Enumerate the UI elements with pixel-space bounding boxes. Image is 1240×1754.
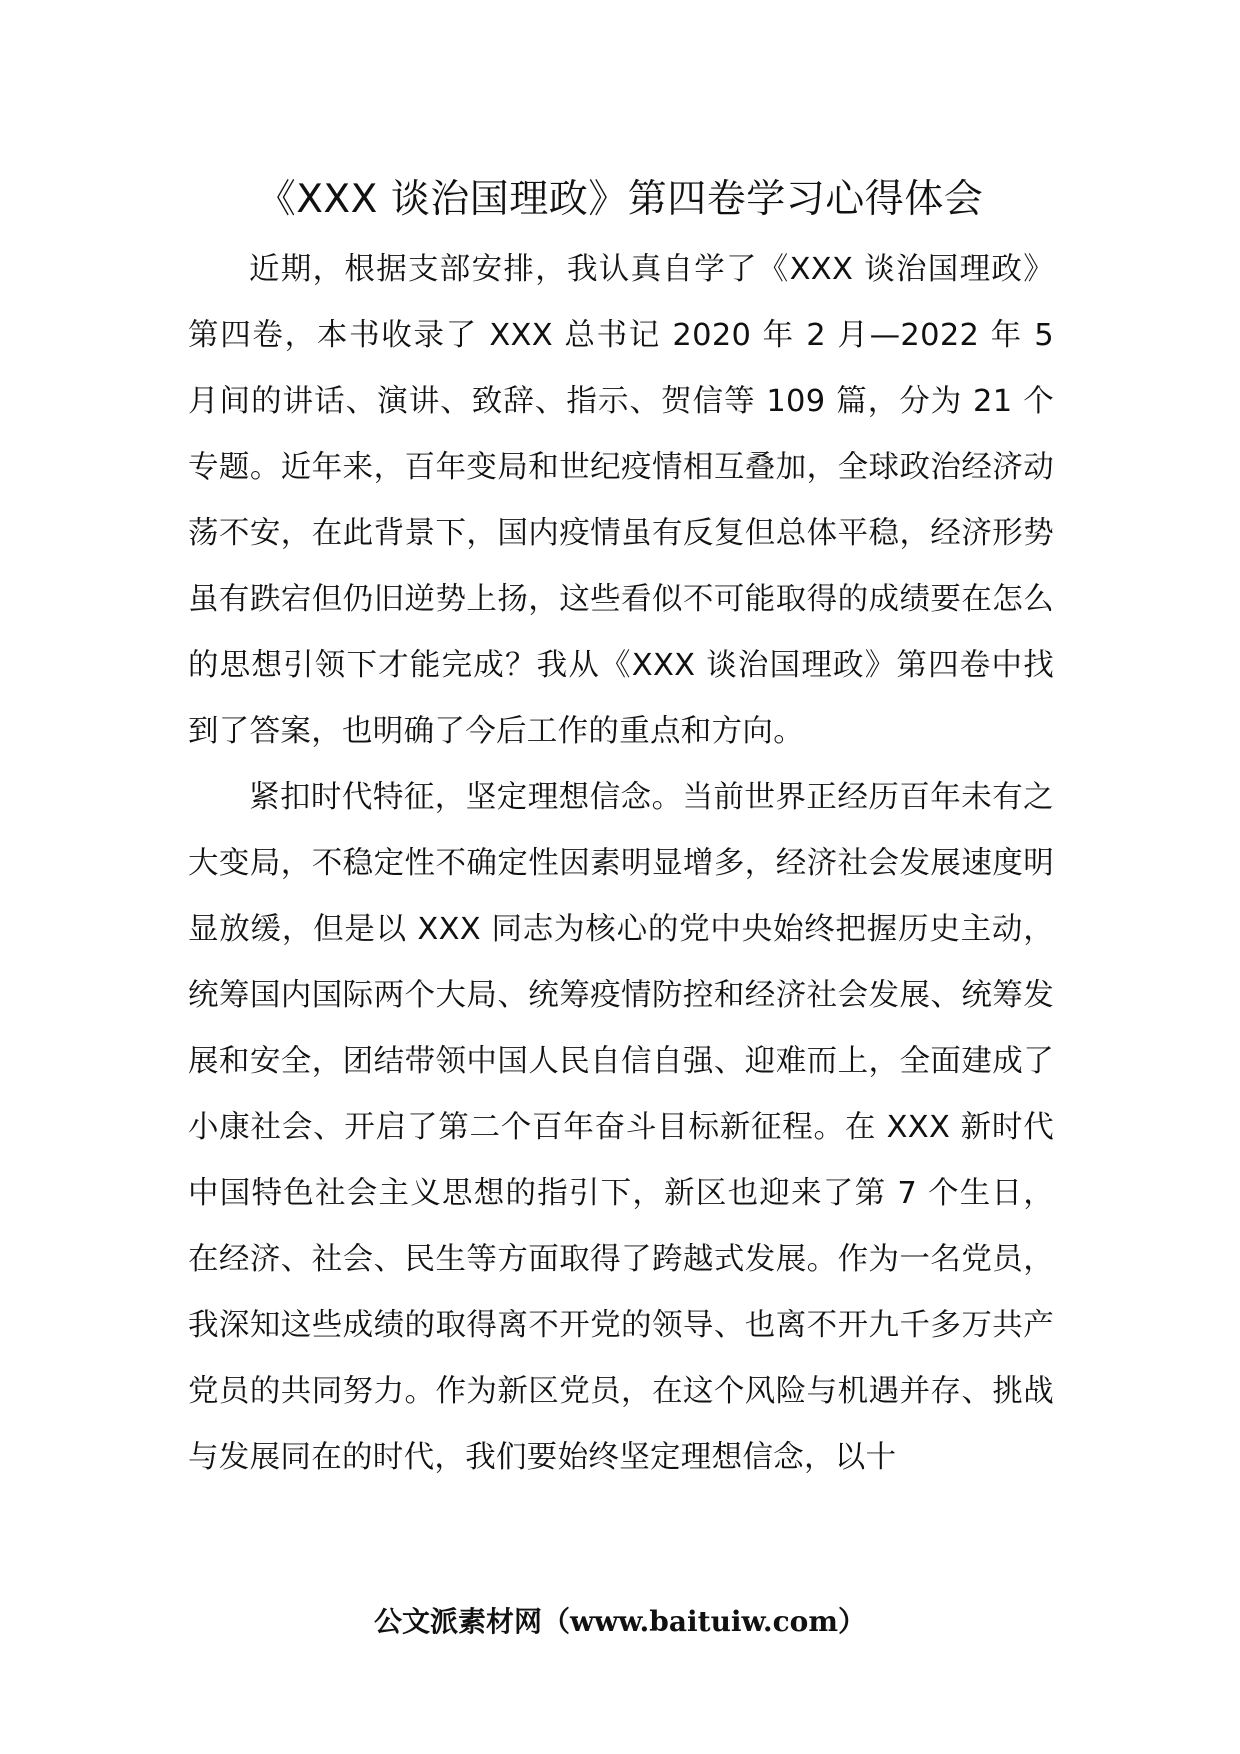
paragraph-ideals: 紧扣时代特征，坚定理想信念。当前世界正经历百年未有之大变局，不稳定性不确定性因素明显增多，经济社会发展速度明显放缓，但是以 XXX 同志为核心的党中央始终把握历史主动，统筹国内国际两个大局、统筹疫情防控和经济社会发展、统筹发展和安全，团结带领中国人民自信自强、迎难而上，全面建成了小康社会、开启了第二个百年奋斗目标新征程。在 XXX 新时代中国特色社会主义思想的指引下，新区也迎来了第 7 个生日，在经济、社会、民生等方面取得了跨越式发展。作为一名党员，我深知这些成绩的取得离不开党的领导、也离不开九千多万共产党员的共同努力。作为新区党员，在这个风险与机遇并存、挑战与发展同在的时代，我们要始终坚定理想信念，以十	[188, 780, 1054, 1475]
footer-watermark: 公文派素材网（www.baituiw.com）	[374, 1605, 866, 1638]
paragraph-intro: 近期，根据支部安排，我认真自学了《XXX 谈治国理政》第四卷，本书收录了 XXX 总书记 2020 年 2 月—2022 年 5 月间的讲话、演讲、致辞、指示、贺信等 109 篇，分为 21 个专题。近年来，百年变局和世纪疫情相互叠加，全球政治经济动荡不安，在此背景下，国内疫情虽有反复但总体平稳，经济形势虽有跌宕但仍旧逆势上扬，这些看似不可能取得的成绩要在怎么的思想引领下才能完成？我从《XXX 谈治国理政》第四卷中找到了答案，也明确了今后工作的重点和方向。	[188, 252, 1054, 749]
document-title: 《XXX 谈治国理政》第四卷学习心得体会	[256, 177, 984, 222]
document-body	[188, 237, 1054, 1491]
